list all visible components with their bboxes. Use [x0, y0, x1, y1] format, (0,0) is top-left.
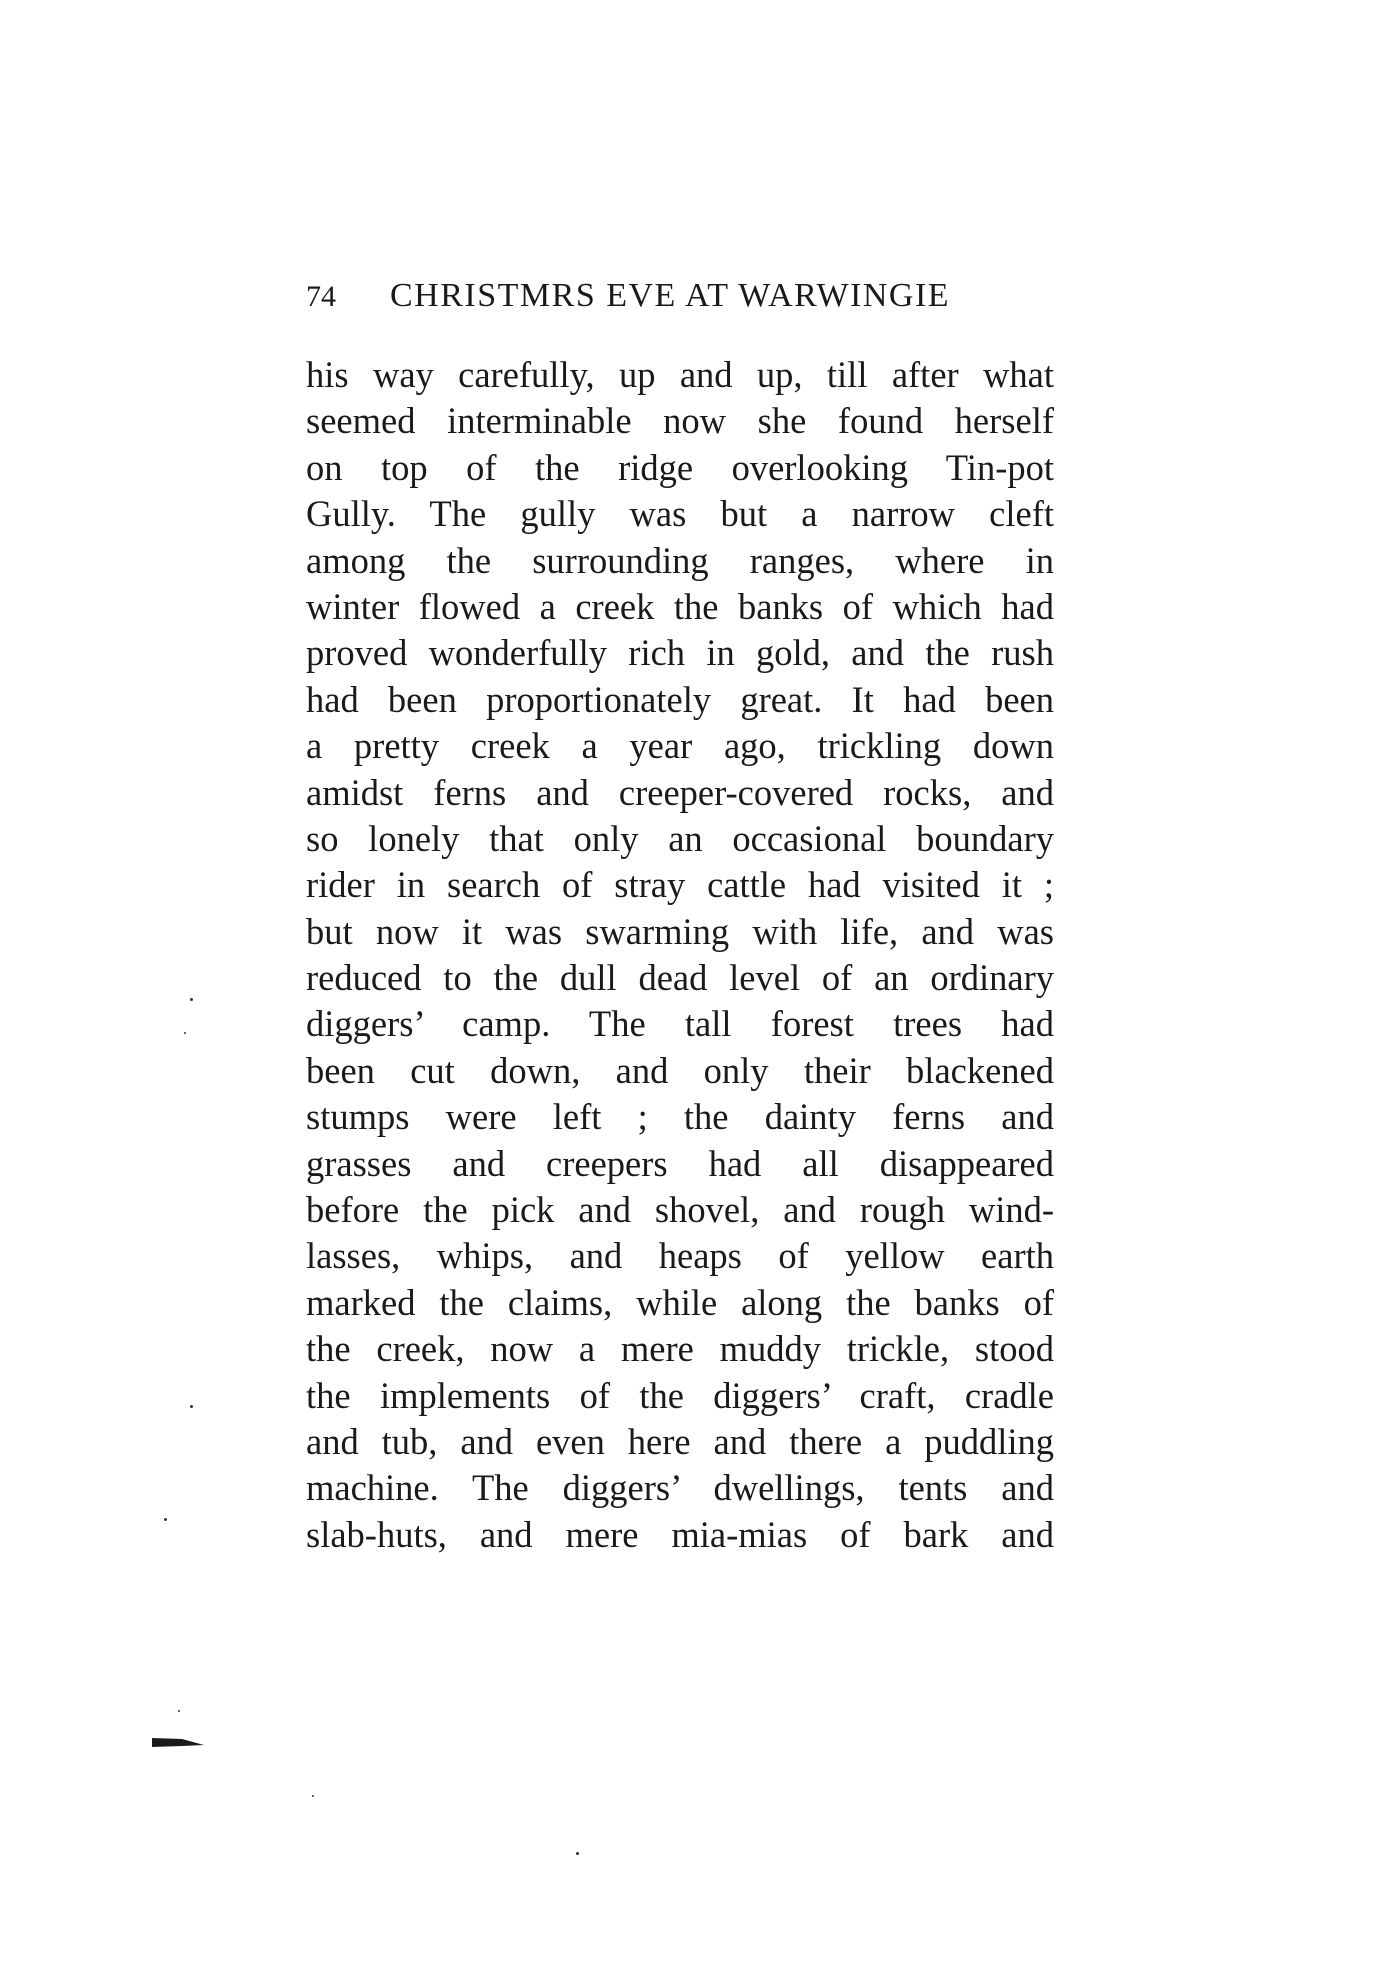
text-line: machine. The diggers’ dwellings, tents and: [306, 1467, 1054, 1509]
scan-speck: [190, 1405, 193, 1408]
text-line: seemed interminable now she found herself: [306, 400, 1054, 442]
running-head: [306, 272, 1066, 320]
text-line: his way carefully, up and up, till after what: [306, 354, 1054, 395]
text-line: rider in search of stray cattle had visited it ;: [306, 864, 1054, 906]
text-line: stumps were left ; the dainty ferns and: [306, 1096, 1054, 1138]
text-line: so lonely that only an occasional boundary: [306, 817, 1054, 859]
page-number: 74: [306, 280, 336, 313]
scan-speck: [190, 998, 193, 1001]
scan-speck: [178, 1710, 180, 1712]
text-line: a pretty creek a year ago, trickling down: [306, 725, 1054, 767]
text-line: lasses, whips, and heaps of yellow earth: [306, 1235, 1054, 1277]
scan-speck: [164, 1518, 167, 1521]
text-line: among the surrounding ranges, where in: [306, 539, 1054, 581]
text-line: the creek, now a mere muddy trickle, stood: [306, 1328, 1054, 1370]
text-line: before the pick and shovel, and rough wind-: [306, 1189, 1054, 1231]
scan-mark-icon: [152, 1736, 204, 1748]
text-line: been cut down, and only their blackened: [306, 1049, 1054, 1091]
text-line: marked the claims, while along the banks of: [306, 1281, 1054, 1323]
text-line: winter flowed a creek the banks of which had: [306, 585, 1054, 627]
text-line: slab-huts, and mere mia-mias of bark and: [306, 1513, 1054, 1555]
text-line: and tub, and even here and there a puddling: [306, 1420, 1054, 1462]
text-line: diggers’ camp. The tall forest trees had: [306, 1003, 1054, 1045]
scan-speck: [312, 1795, 314, 1797]
text-line: proved wonderfully rich in gold, and the rush: [306, 632, 1054, 674]
text-line: grasses and creepers had all disappeared: [306, 1142, 1054, 1184]
text-line: but now it was swarming with life, and was: [306, 910, 1054, 952]
text-line: on top of the ridge overlooking Tin-pot: [306, 446, 1054, 488]
scan-speck: [184, 1032, 186, 1034]
text-line: the implements of the diggers’ craft, cradle: [306, 1374, 1054, 1416]
running-title: CHRISTMRS EVE AT WARWINGIE: [390, 277, 951, 314]
text-line: reduced to the dull dead level of an ordinary: [306, 957, 1054, 999]
scan-speck: [576, 1852, 579, 1855]
text-line: Gully. The gully was but a narrow cleft: [306, 493, 1054, 535]
text-line: had been proportionately great. It had been: [306, 678, 1054, 720]
text-line: amidst ferns and creeper-covered rocks, and: [306, 771, 1054, 813]
body-text: [306, 352, 1054, 1558]
